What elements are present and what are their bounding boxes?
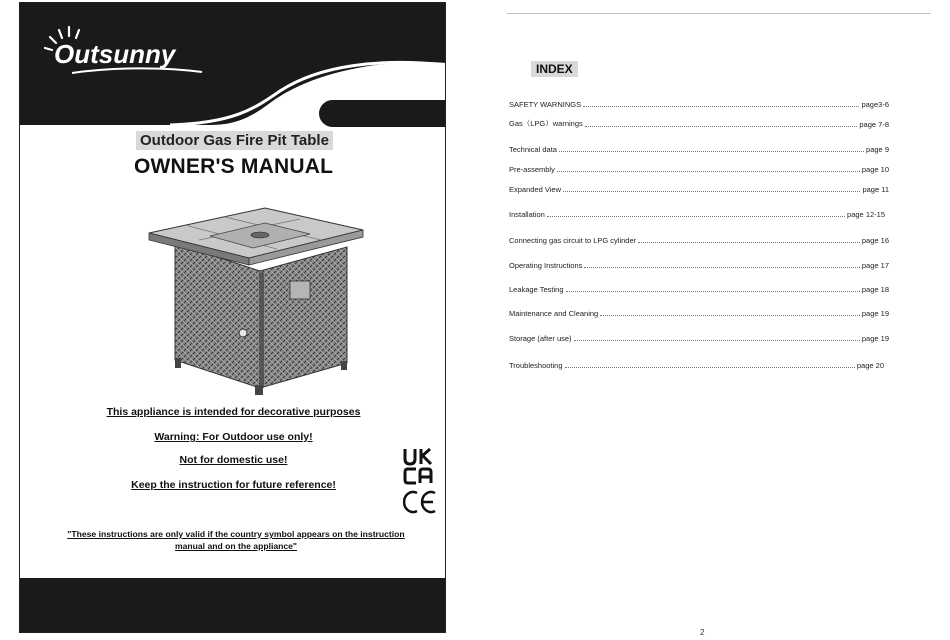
product-subtitle: Outdoor Gas Fire Pit Table (136, 131, 333, 150)
header-rule (507, 13, 931, 14)
toc-leader (559, 150, 864, 152)
toc-label: Expanded View (509, 185, 561, 194)
fire-pit-table-illustration (125, 203, 370, 398)
toc-page: page 10 (861, 165, 889, 174)
toc-page: page3-6 (861, 100, 889, 109)
toc-label: Installation (509, 210, 545, 219)
toc-label: Troubleshooting (509, 361, 563, 370)
toc-leader (574, 339, 860, 341)
toc-leader (638, 241, 860, 243)
manual-title: OWNER'S MANUAL (134, 155, 334, 178)
cover-footer-band (20, 578, 446, 633)
notice-outdoor-only: Warning: For Outdoor use only! (154, 431, 313, 443)
page-number: 2 (700, 628, 705, 637)
toc-label: Technical data (509, 145, 557, 154)
toc-leader (566, 290, 860, 292)
toc-leader (565, 366, 855, 368)
cover-tab (319, 100, 445, 127)
toc-label: Pre-assembly (509, 165, 555, 174)
toc-entry-installation[interactable] (509, 207, 885, 219)
toc-entry-leakage-testing[interactable] (509, 282, 889, 294)
toc-leader (585, 125, 858, 127)
toc-entry-pre-assembly[interactable] (509, 162, 889, 174)
validity-footnote (46, 528, 426, 552)
toc-label: Storage (after use) (509, 334, 572, 343)
toc-leader (557, 170, 860, 172)
toc-page: page 20 (856, 361, 884, 370)
notice-not-domestic: Not for domestic use! (179, 454, 288, 466)
toc-leader (600, 314, 860, 316)
toc-leader (584, 266, 860, 268)
toc-page: page 19 (861, 309, 889, 318)
toc-label: SAFETY WARNINGS (509, 100, 582, 109)
toc-page: page 16 (861, 236, 889, 245)
notice-keep-instructions: Keep the instruction for future reference! (131, 479, 336, 491)
certification-marks (403, 447, 443, 522)
footnote-line-2: manual and on the appliance" (174, 541, 298, 551)
footnote-line-1: "These instructions are only valid if the country symbol appears on the instruction (67, 529, 405, 539)
toc-entry-troubleshooting[interactable] (509, 358, 884, 370)
toc-entry-operating-instructions[interactable] (509, 258, 889, 270)
toc-entry-connecting-gas[interactable] (509, 233, 889, 245)
ukca-ce-marks (403, 447, 443, 522)
toc-page: page 7-8 (859, 120, 889, 129)
toc-label: Operating Instructions (509, 261, 583, 270)
toc-leader (563, 190, 860, 192)
toc-page: page 19 (861, 334, 889, 343)
toc-leader (583, 105, 859, 107)
toc-page: page 12-15 (847, 210, 885, 219)
toc-page: page 11 (862, 185, 889, 194)
toc-entry-safety-warnings[interactable] (509, 97, 889, 109)
toc-leader (547, 215, 845, 217)
toc-page: page 18 (861, 285, 889, 294)
toc-label: Leakage Testing (509, 285, 564, 294)
notice-decorative: This appliance is intended for decorative purposes (106, 406, 361, 418)
toc-entry-storage[interactable] (509, 331, 889, 343)
toc-entry-gas-warnings[interactable] (509, 117, 889, 129)
toc-page: page 9 (866, 145, 889, 154)
toc-page: page 17 (861, 261, 889, 270)
toc-entry-technical-data[interactable] (509, 142, 889, 154)
toc-label: Connecting gas circuit to LPG cylinder (509, 236, 637, 245)
toc-entry-expanded-view[interactable] (509, 182, 889, 194)
svg-text:Outsunny: Outsunny (54, 39, 176, 69)
index-heading: INDEX (531, 61, 578, 77)
toc-entry-maintenance[interactable] (509, 306, 889, 318)
toc-label: Maintenance and Cleaning (509, 309, 599, 318)
outsunny-logo (44, 23, 214, 83)
toc-label: Gas（LPG）warnings (509, 119, 583, 128)
manual-cover (19, 2, 446, 633)
